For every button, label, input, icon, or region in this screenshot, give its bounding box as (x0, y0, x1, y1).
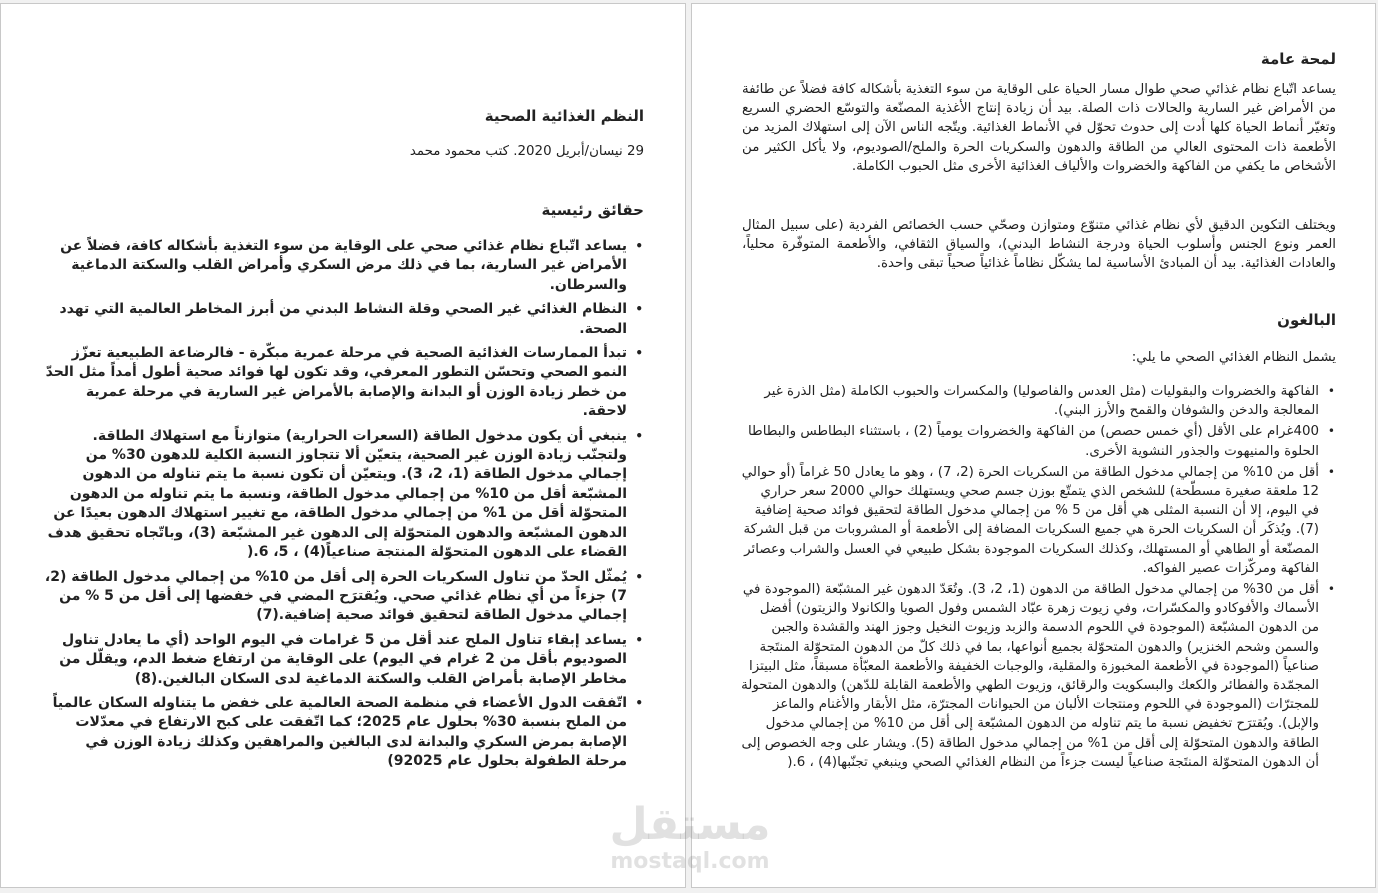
article-title: النظم الغذائية الصحية (484, 107, 644, 125)
adults-heading: البالغون (1277, 311, 1336, 329)
article-byline: 29 نيسان/أبريل 2020. كتب محمود محمد (409, 144, 644, 159)
document-page-right (691, 3, 1376, 888)
list-item: • ينبغي أن يكون مدخول الطاقة (السعرات الحرارية) متوازناً مع استهلاك الطاقة. ولتجنّب زيادة الوزن غير الصحية، يتعيّن ألا تتجاوز النسبة الكلية للدهون 30% من إجمالي مدخول الطاقة (1، 2، 3). ويتعيّن أن تكون نسبة ما يتم تناوله من الدهون المشبّعة أقل من 10% من إجمالي مدخول الطاقة، ونسبة ما يتم تناوله من الدهون المتحوّلة أقل من 1% من إجمالي مدخول الطاقة، مع تغيير استهلاك الدهون بعيدًا عن الدهون المشبّعة والدهون المتحوّلة إلى الدهون غير المشبّعة (3)، وباتّجاه تحقيق هدف القضاء على الدهون المتحوّلة المنتجة صناعياً(4) ، 5، 6.( (41, 427, 627, 563)
list-item: • أقل من 10% من إجمالي مدخول الطاقة من السكريات الحرة (2، 7) ، وهو ما يعادل 50 غراماً (أو حوالي 12 ملعقة صغيرة مسطّحة) للشخص الذي يتمتّع بوزن جسم صحي ويستهلك حوالي 2000 سعر حراري في اليوم، إلا أن النسبة المثلى هي أقل من 5 % من إجمالي مدخول الطاقة لتحقيق فوائد صحية إضافية (7). ويُذكَر أن السكريات الحرة هي جميع السكريات المضافة إلى الأطعمة أو المشروبات من قبل الشركة المصنّعة أو الطاهي أو المستهلك، وكذلك السكريات الموجودة بشكل طبيعي في العسل والشراب وعصائر الفاكهة ومركّزات عصير الفواكه. (741, 463, 1319, 578)
list-item: • يساعد اتّباع نظام غذائي صحي على الوقاية من سوء التغذية بأشكاله كافة، فضلاً عن الأمراض غير السارية، بما في ذلك مرض السكري وأمراض القلب والسكتة الدماغية والسرطان. (41, 237, 627, 295)
watermark-brand-url: mostaql.com (610, 849, 770, 874)
list-item: • أقل من 30% من إجمالي مدخول الطاقة من الدهون (1، 2، 3). وتُعَدّ الدهون غير المشبّعة (الموجودة في الأسماك والأفوكادو والمكسّرات، وفي زيوت زهرة عبّاد الشمس وفول الصويا والكانولا والزيتون) أفضل من الدهون المشبّعة (الموجودة في اللحوم الدسمة والزبد وزيوت النخيل وجوز الهند والقشدة والجبن والسمن وشحم الخنزير) والدهون المتحوّلة بجميع أنواعها، بما في ذلك كلّ من الدهون المتحوّلة المنتَجة صناعياً (الموجودة في الأطعمة المخبوزة والمقلية، والوجبات الخفيفة والأطعمة المعبّأة مسبقاً، مثل البيتزا المجمّدة والفطائر والكعك والبسكويت والرقائق، وزيوت الطهي والأطعمة القابلة للدّهن) والدهون المتحولة للمجترّات (الموجودة في اللحوم ومنتجات الألبان من الحيوانات المجترّة، مثل الأبقار والأغنام والماعز والإبل). ويُقترَح تخفيض نسبة ما يتم تناوله من الدهون المشبّعة إلى أقل من 10% من إجمالي مدخول الطاقة والدهون المتحوّلة إلى أقل من 1% من إجمالي مدخول الطاقة (5). ويشار على وجه الخصوص إلى أن الدهون المتحوّلة المنتَجة صناعياً ليست جزءاً من النظام الغذائي الصحي وينبغي تجنّبها(4) ، 6.( (741, 580, 1319, 772)
list-item: • اتّفقت الدول الأعضاء في منظمة الصحة العالمية على خفض ما يتناوله السكان عالمياً من الملح بنسبة 30% بحلول عام 2025؛ كما اتّفقت على كبح الارتفاع في معدّلات الإصابة بمرض السكري والبدانة لدى البالغين والمراهقين وكذلك زيادة الوزن في مرحلة الطفولة بحلول عام 92025) (41, 694, 627, 772)
key-facts-heading: حقائق رئيسية (541, 201, 644, 219)
adults-diet-list (741, 382, 1319, 774)
document-page-left (0, 3, 686, 888)
overview-paragraph-1: يساعد اتّباع نظام غذائي صحي طوال مسار الحياة على الوقاية من سوء التغذية بأشكاله كافة فضلاً عن طائفة من الأمراض غير السارية والحالات ذات الصلة. بيد أن زيادة إنتاج الأغذية المصنّعة والتوسّع الحضري السريع وتغيّر أنماط الحياة كلها أدت إلى حدوث تحوّل في الأنماط الغذائية. ويتّجه الناس الآن إلى استهلاك المزيد من الأطعمة ذات المحتوى العالي من الطاقة والدهون والسكريات الحرة والملح/الصوديوم، ولا يأكل الكثير من الأشخاص ما يكفي من الفاكهة والخضروات والألياف الغذائية الأخرى مثل الحبوب الكاملة. (742, 82, 1336, 174)
list-item: • يُمثّل الحدّ من تناول السكريات الحرة إلى أقل من 10% من إجمالي مدخول الطاقة (2، 7) جزءاً من أي نظام غذائي صحي. ويُقترَح المضي في خفضها إلى أقل من 5 % من إجمالي مدخول الطاقة لتحقيق فوائد صحية إضافية.(7) (41, 568, 627, 626)
overview-paragraph-2: ويختلف التكوين الدقيق لأي نظام غذائي متنوّع ومتوازن وصحّي حسب الخصائص الفردية (على سبيل المثال العمر ونوع الجنس وأسلوب الحياة ودرجة النشاط البدني)، والسياق الثقافي، والأطعمة المتوفّرة محلياً، والعادات الغذائية. بيد أن المبادئ الأساسية لما يشكّل نظاماً غذائياً صحياً تبقى واحدة. (742, 218, 1336, 272)
adults-intro: يشمل النظام الغذائي الصحي ما يلي: (1131, 350, 1336, 365)
overview-heading: لمحة عامة (1260, 50, 1336, 68)
list-item: • تبدأ الممارسات الغذائية الصحية في مرحلة عمرية مبكّرة - فالرضاعة الطبيعية تعزّز النمو الصحي وتحسّن التطور المعرفي، وقد تكون لها فوائد صحية أطول أمداً مثل الحدّ من خطر زيادة الوزن أو البدانة والإصابة بالأمراض غير السارية في مرحلة عمرية لاحقة. (41, 344, 627, 422)
list-item: • النظام الغذائي غير الصحي وقلة النشاط البدني من أبرز المخاطر العالمية التي تهدد الصحة. (41, 300, 627, 339)
key-facts-list (41, 237, 627, 777)
list-item: • 400غرام على الأقل (أي خمس حصص) من الفاكهة والخضروات يومياً (2) ، باستثناء البطاطس والبطاطا الحلوة والمنيهوت والجذور النشوية الأخرى. (741, 422, 1319, 460)
watermark-brand-arabic: مستقل (609, 799, 771, 850)
list-item: • الفاكهة والخضروات والبقوليات (مثل العدس والفاصوليا) والمكسرات والحبوب الكاملة (مثل الذرة غير المعالجة والدخن والشوفان والقمح والأرز البني). (741, 382, 1319, 420)
list-item: • يساعد إبقاء تناول الملح عند أقل من 5 غرامات في اليوم الواحد (أي ما يعادل تناول الصوديوم بأقل من 2 غرام في اليوم) على الوقاية من ارتفاع ضغط الدم، ويقلّل من مخاطر الإصابة بأمراض القلب والسكتة الدماغية لدى السكان البالغين.(8) (41, 631, 627, 689)
